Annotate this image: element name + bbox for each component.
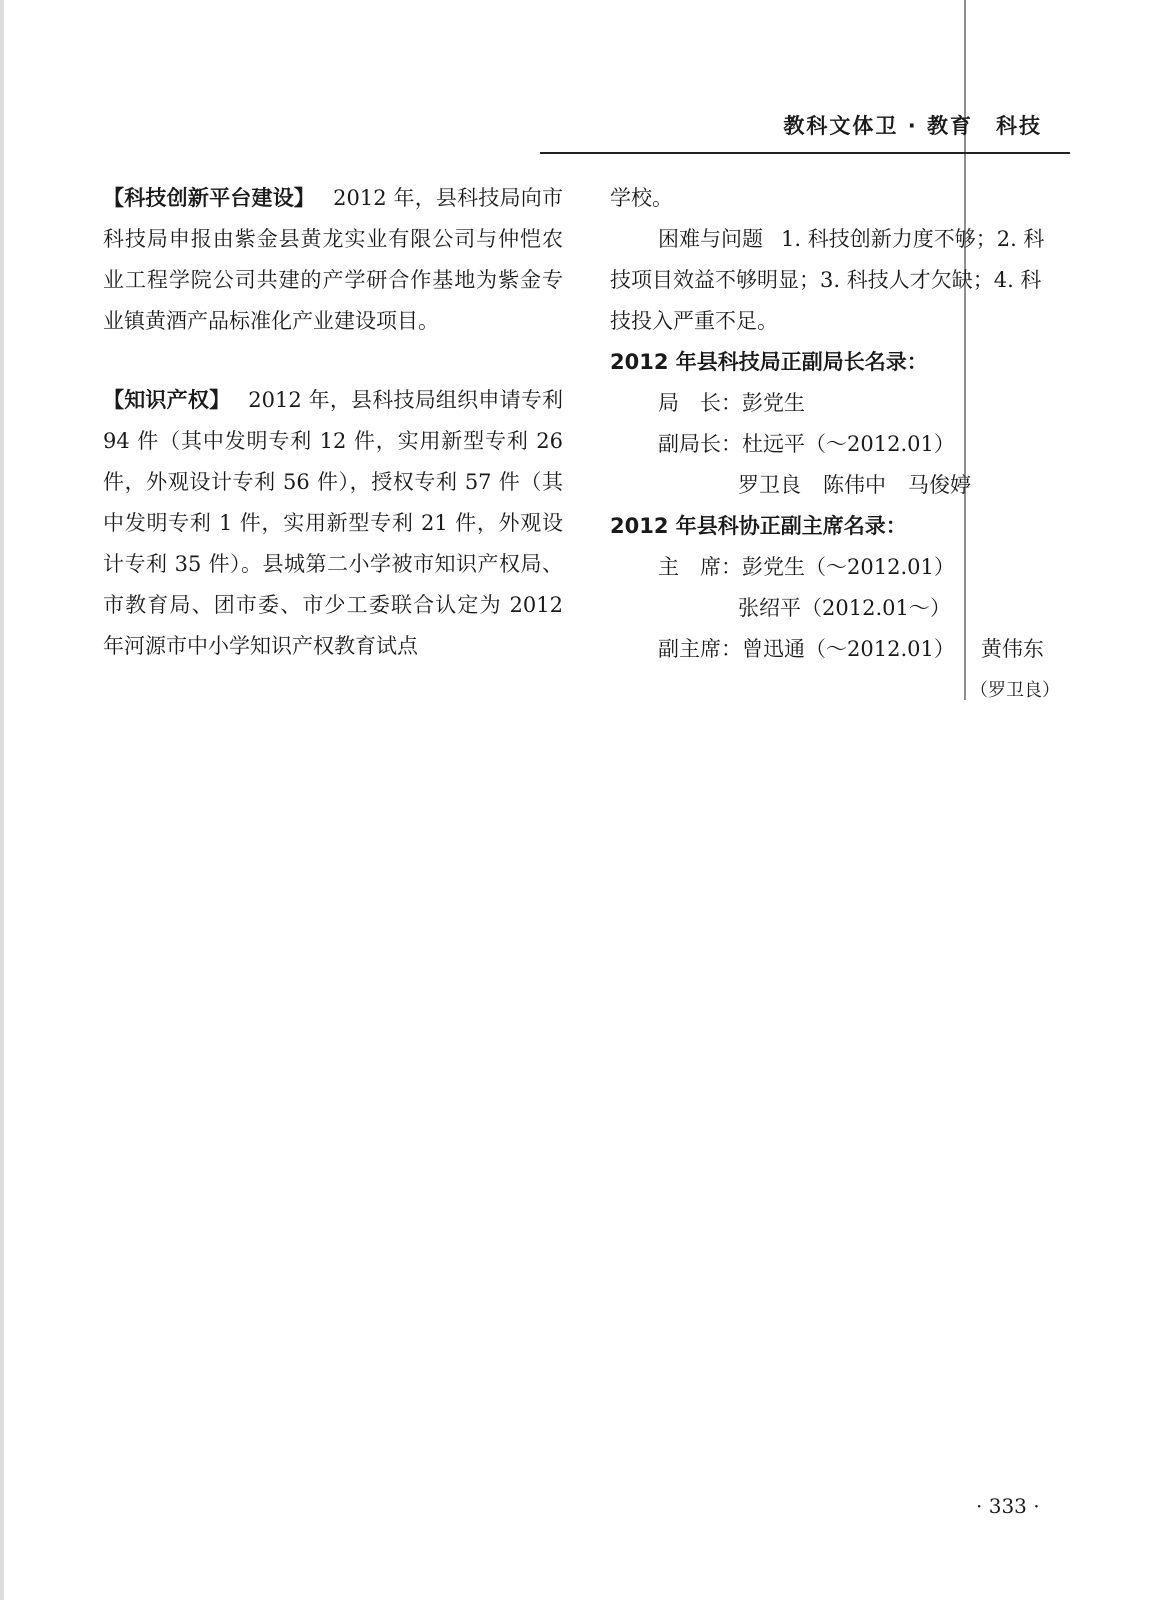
name: 罗卫良 xyxy=(738,473,801,497)
scan-left-edge xyxy=(0,0,4,1600)
assoc-heading: 2012 年县科协正副主席名录： xyxy=(610,514,907,538)
right-column xyxy=(610,178,1070,711)
problems-term: 困难与问题 xyxy=(658,227,763,251)
running-header xyxy=(540,108,1070,154)
section-tag: 【科技创新平台建设】 xyxy=(103,186,316,210)
page-number: · 333 · xyxy=(976,1494,1040,1518)
problems-line-3: 技投入严重不足。 xyxy=(610,309,778,333)
paragraph-text: 2012 年，县科技局向市科技局申报由紫金县黄龙实业有限公司与仲恺农业工程学院公司共建的产学研合作基地为紫金专业镇黄酒产品标准化产业建设项目。 xyxy=(103,186,563,333)
name: 陈伟中 xyxy=(823,473,886,497)
paragraph-intellectual-property xyxy=(103,380,563,667)
assoc-vice xyxy=(610,629,1070,670)
problems-text: 1. 科技创新力度不够；2. 科 xyxy=(781,227,1045,251)
assoc-chair: 主 席：彭党生（～2012.01） xyxy=(658,555,955,579)
bureau-deputy-names xyxy=(610,465,1070,506)
bureau-deputy: 副局长：杜远平（～2012.01） xyxy=(658,432,955,456)
assoc-chair-2: 张绍平（2012.01～） xyxy=(738,596,951,620)
vice-chair-1: 副主席：曾迅通（～2012.01） xyxy=(658,637,955,661)
bureau-heading: 2012 年县科技局正副局长名录： xyxy=(610,350,928,374)
author-credit: （罗卫良） xyxy=(970,680,1060,701)
section-tag: 【知识产权】 xyxy=(103,388,231,412)
left-column xyxy=(103,178,563,667)
problems-line-2: 技项目效益不够明显；3. 科技人才欠缺；4. 科 xyxy=(610,268,1042,292)
vice-chair-2: 黄伟东 xyxy=(980,637,1044,661)
problems-line-1 xyxy=(610,219,1070,260)
bureau-chief: 局 长：彭党生 xyxy=(658,391,805,415)
header-title: 教科文体卫 · 教育 科技 xyxy=(783,114,1042,138)
paragraph-innovation-platform xyxy=(103,178,563,342)
continued-text: 学校。 xyxy=(610,186,673,210)
paragraph-text: 2012 年，县科技局组织申请专利 94 件（其中发明专利 12 件，实用新型专利 26 件，外观设计专利 56 件），授权专利 57 件（其中发明专利 1 件，实用新型专利 21 件，外观设计专利 35 件）。县城第二小学被市知识产权局、市教育局、团市委、市少工委联合认定为 2012 年河源市中小学知识产权教育试点 xyxy=(103,388,563,658)
name: 马俊婷 xyxy=(908,473,971,497)
